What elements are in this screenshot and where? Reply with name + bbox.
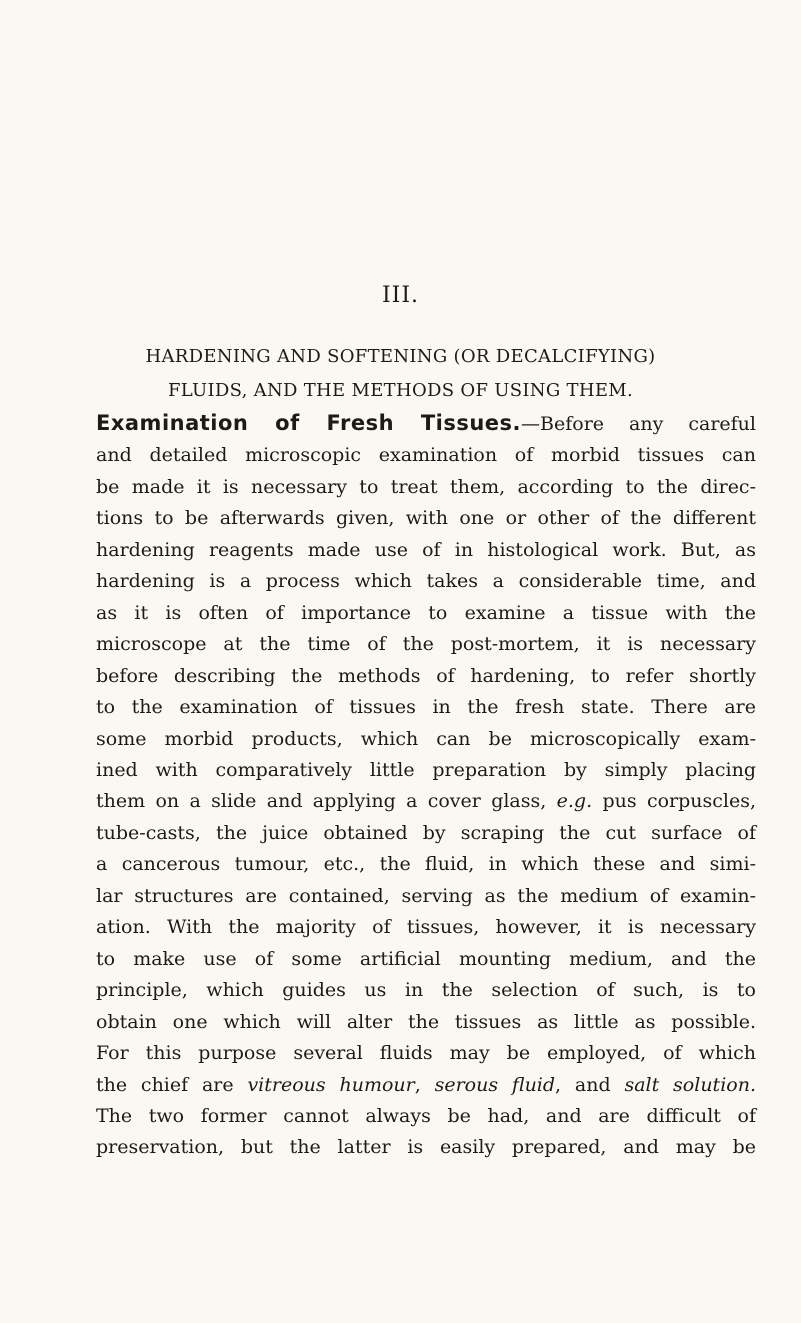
text-segment: as it is often of importance to examine a tissue with the <box>96 601 756 624</box>
text-line <box>96 881 756 912</box>
text-segment: microscope at the time of the post-mortem, it is necessary <box>96 633 756 656</box>
italic-term: vitreous humour <box>247 1073 415 1096</box>
text-line <box>96 566 756 597</box>
text-segment: them on a slide and applying a cover glass, <box>96 790 557 813</box>
text-line <box>96 661 756 692</box>
text-segment: some morbid products, which can be microscopically exam- <box>96 727 756 750</box>
text-line <box>96 944 756 975</box>
text-segment: tube-casts, the juice obtained by scraping the cut surface of <box>96 821 756 844</box>
text-segment: hardening is a process which takes a considerable time, and <box>96 570 756 593</box>
text-line <box>96 408 756 440</box>
text-segment: For this purpose several fluids may be employed, of which <box>96 1042 756 1065</box>
text-line <box>96 818 756 849</box>
italic-term: serous fluid <box>434 1073 556 1096</box>
text-line <box>96 1038 756 1069</box>
text-line <box>96 1007 756 1038</box>
chapter-title-line: HARDENING AND SOFTENING (OR DECALCIFYING) <box>145 346 656 367</box>
text-line <box>96 1070 756 1101</box>
chapter-title <box>0 340 801 408</box>
italic-term: e.g. <box>556 790 593 813</box>
chapter-title-line: FLUIDS, AND THE METHODS OF USING THEM. <box>167 380 634 401</box>
body-paragraph <box>96 408 756 1164</box>
text-segment: lar structures are contained, serving as the medium of examin- <box>96 884 756 907</box>
text-segment: and detailed microscopic examination of morbid tissues can <box>96 444 756 467</box>
text-segment: principle, which guides us in the selection of such, is to <box>96 979 756 1002</box>
text-line <box>96 472 756 503</box>
text-line <box>96 849 756 880</box>
text-segment: , and <box>555 1073 625 1096</box>
text-line <box>96 629 756 660</box>
text-segment: the chief are <box>96 1073 248 1096</box>
section-heading: Examination of Fresh Tissues. <box>96 411 522 435</box>
text-segment: tions to be afterwards given, with one or other of the different <box>96 507 756 530</box>
text-segment: —Before any careful <box>521 413 756 435</box>
text-segment: preservation, but the latter is easily prepared, and may be <box>96 1136 756 1159</box>
text-segment: obtain one which will alter the tissues as little as possible. <box>96 1010 756 1033</box>
text-line <box>96 975 756 1006</box>
text-segment: , <box>414 1073 435 1096</box>
text-line <box>96 503 756 534</box>
text-line <box>96 724 756 755</box>
text-segment: be made it is necessary to treat them, according to the direc- <box>96 475 756 498</box>
text-line <box>96 912 756 943</box>
text-line <box>96 692 756 723</box>
text-line <box>96 755 756 786</box>
text-segment: hardening reagents made use of in histological work. But, as <box>96 538 756 561</box>
text-line <box>96 535 756 566</box>
text-segment: The two former cannot always be had, and are difficult of <box>96 1104 756 1127</box>
text-segment: to make use of some artificial mounting medium, and the <box>96 947 756 970</box>
text-segment: a cancerous tumour, etc., the fluid, in which these and simi- <box>96 853 756 876</box>
text-line <box>96 1132 756 1163</box>
text-line <box>96 440 756 471</box>
text-segment: pus corpuscles, <box>592 790 757 813</box>
text-segment: ation. With the majority of tissues, however, it is necessary <box>96 916 756 939</box>
text-line <box>96 786 756 817</box>
text-segment: to the examination of tissues in the fresh state. There are <box>96 696 756 719</box>
italic-term: salt solution. <box>624 1073 756 1096</box>
text-segment: ined with comparatively little preparation by simply placing <box>96 758 756 781</box>
text-line <box>96 598 756 629</box>
text-line <box>96 1101 756 1132</box>
chapter-number: III. <box>381 283 420 308</box>
text-segment: before describing the methods of hardening, to refer shortly <box>96 664 756 687</box>
